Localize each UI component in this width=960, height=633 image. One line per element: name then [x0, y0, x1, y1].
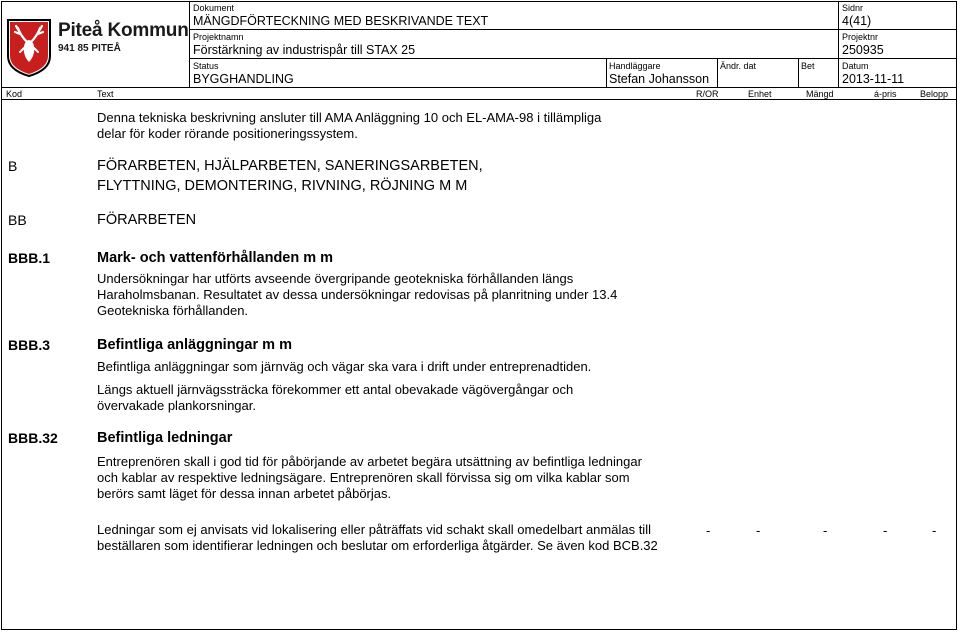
code-bbb1: BBB.1	[8, 250, 51, 266]
datum-value: 2013-11-11	[842, 72, 905, 86]
heading-bbb32: Befintliga ledningar	[97, 430, 233, 446]
intro-text: Denna tekniska beskrivning ansluter till AMA Anläggning 10 och EL-AMA-98 i tillämpliga delar för koder rörande positioneringssystem.	[97, 110, 602, 141]
header-row-line-1	[189, 29, 957, 30]
header-andr-divider	[717, 58, 718, 88]
col-apris: á-pris	[874, 89, 897, 99]
item-enhet-value: -	[756, 523, 761, 538]
bbb1-text: Undersökningar har utförts avseende övergripande geotekniska förhållanden längs Haraholmsbanan. Resultatet av dessa undersökningar redovisas på planritning under 13.4 Geotekniska förhållanden.	[97, 271, 618, 318]
col-mangd: Mängd	[806, 89, 834, 99]
item-text: Ledningar som ej anvisats vid lokalisering eller påträffats vid schakt skall omedelbart anmälas till beställaren som identifierar ledningen och beslutar om erforderliga åtgärder. Se även kod BCB.32	[97, 522, 658, 553]
handlaggare-value: Stefan Johansson	[609, 72, 710, 86]
column-header-divider	[1, 99, 957, 100]
sidnr-label: Sidnr	[842, 3, 864, 13]
bbb32-text: Entreprenören skall i god tid för påbörjande av arbetet begära utsättning av befintliga ledningar och kablar av respektive ledningsägare. Entreprenören skall förvissa sig om vilka kablar som berörs samt läget för dessa innan arbetet påbörjas.	[97, 454, 642, 501]
handlaggare-label: Handläggare	[609, 61, 661, 71]
heading-bbb1: Mark- och vattenförhållanden m m	[97, 250, 334, 266]
projektnr-value: 250935	[842, 43, 884, 57]
bbb3-text2: Längs aktuell järnvägssträcka förekommer ett antal obevakade vägövergångar och övervakade plankorsningar.	[97, 382, 574, 413]
code-bbb3: BBB.3	[8, 337, 51, 353]
logo-name: Piteå Kommun	[58, 20, 189, 41]
projektnr-label: Projektnr	[842, 32, 879, 42]
logo-address: 941 85 PITEÅ	[58, 43, 121, 54]
header-bet-divider	[798, 58, 799, 88]
bbb3-text1: Befintliga anläggningar som järnväg och vägar ska vara i drift under entreprenadtiden.	[97, 359, 592, 374]
dokument-label: Dokument	[193, 3, 235, 13]
col-enhet: Enhet	[748, 89, 772, 99]
header-handlaggare-divider	[606, 58, 607, 88]
heading-bbb3: Befintliga anläggningar m m	[97, 337, 292, 353]
sidnr-value: 4(41)	[842, 14, 872, 28]
status-label: Status	[193, 61, 219, 71]
dokument-value: MÄNGDFÖRTECKNING MED BESKRIVANDE TEXT	[193, 14, 489, 28]
col-ror: R/OR	[696, 89, 719, 99]
heading-bb: FÖRARBETEN	[97, 212, 197, 228]
projektnamn-value: Förstärkning av industrispår till STAX 25	[193, 43, 416, 57]
code-bbb32: BBB.32	[8, 430, 58, 446]
col-kod: Kod	[6, 89, 23, 99]
item-mangd-value: -	[823, 523, 828, 538]
item-belopp-value: -	[932, 523, 937, 538]
code-bb: BB	[8, 212, 27, 228]
heading-b-line1: FÖRARBETEN, HJÄLPARBETEN, SANERINGSARBETEN,	[97, 158, 483, 174]
bet-label: Bet	[801, 61, 815, 71]
col-belopp: Belopp	[920, 89, 949, 99]
datum-label: Datum	[842, 61, 869, 71]
code-b: B	[8, 158, 18, 174]
item-apris-value: -	[883, 523, 888, 538]
header-left-divider	[189, 1, 190, 88]
item-ror-value: -	[706, 523, 711, 538]
pitea-logo	[6, 18, 52, 83]
andr-dat-label: Ändr. dat	[720, 61, 757, 71]
reindeer-shield-icon	[6, 18, 52, 78]
header-right-divider	[838, 1, 839, 88]
col-text: Text	[97, 89, 114, 99]
status-value: BYGGHANDLING	[193, 72, 294, 86]
header-row-line-2	[189, 58, 957, 59]
heading-b-line2: FLYTTNING, DEMONTERING, RIVNING, RÖJNING M M	[97, 178, 468, 194]
header-divider	[1, 87, 957, 88]
projektnamn-label: Projektnamn	[193, 32, 244, 42]
